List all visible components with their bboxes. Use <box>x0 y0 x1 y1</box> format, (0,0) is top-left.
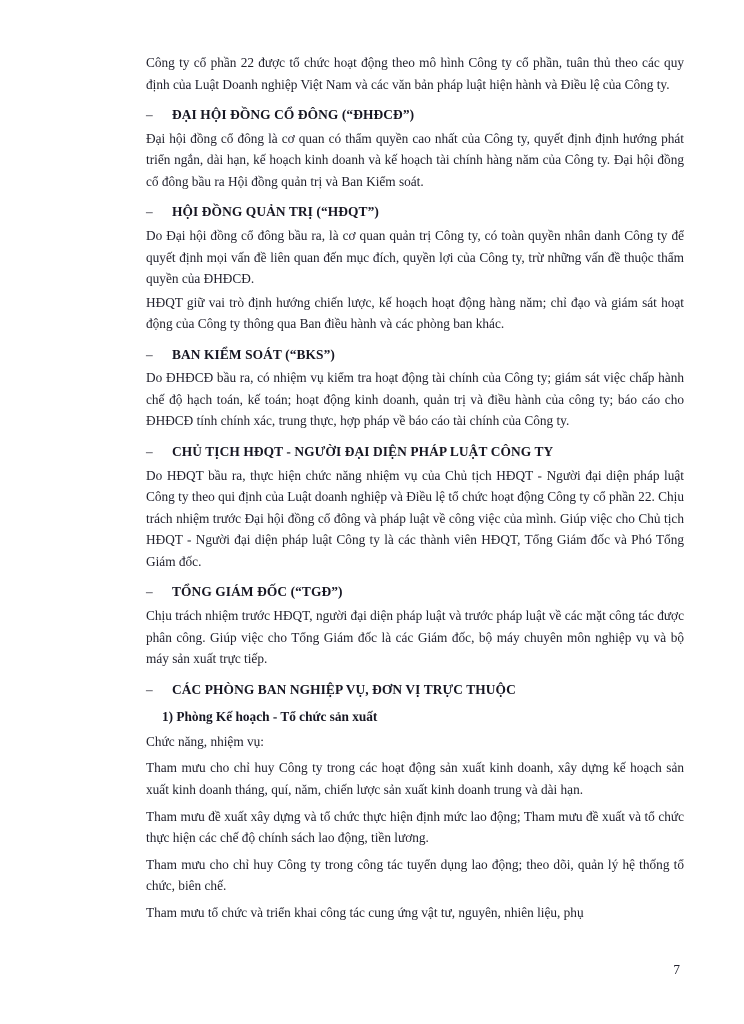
section-body <box>146 128 684 193</box>
section-heading-row <box>146 441 684 463</box>
section-heading-row <box>146 581 684 603</box>
section-ceo <box>146 581 684 669</box>
paragraph: Tham mưu tổ chức và triển khai công tác cung ứng vật tư, nguyên, nhiên liệu, phụ <box>146 904 584 920</box>
section-body <box>146 605 684 670</box>
section-heading: TỔNG GIÁM ĐỐC (“TGĐ”) <box>172 584 343 600</box>
paragraph: Đại hội đồng cổ đông là cơ quan có thẩm quyền cao nhất của Công ty, quyết định định hướng phát triển ngắn, dài hạn, kế hoạch kinh doanh và kế hoạch tài chính hàng năm của Công ty. Đại hội đồng cổ đông bầu ra Hội đồng quản trị và Ban Kiểm soát. <box>146 130 684 189</box>
section-heading-row <box>146 201 684 223</box>
document-body <box>146 52 684 923</box>
section-bullet-dash: – <box>146 681 153 697</box>
paragraph: Do HĐQT bầu ra, thực hiện chức năng nhiệm vụ của Chủ tịch HĐQT - Người đại diện pháp luật Công ty theo qui định của Luật doanh nghiệp và Điều lệ tổ chức hoạt động Công ty cổ phần 22. Chịu trách nhiệm trước Đại hội đồng cổ đông và pháp luật về công việc của mình. Giúp việc cho Chủ tịch HĐQT - Người đại diện pháp luật Công ty là các thành viên HĐQT, Tổng Giám đốc và Phó Tổng Giám đốc. <box>146 467 684 569</box>
section-bullet-dash: – <box>146 346 153 362</box>
section-body <box>146 465 684 573</box>
paragraph: Chịu trách nhiệm trước HĐQT, người đại diện pháp luật và trước pháp luật về các mặt công tác được phân công. Giúp việc cho Tổng Giám đốc là các Giám đốc, bộ máy chuyên môn nghiệp vụ và bộ máy sản xuất trực tiếp. <box>146 608 684 667</box>
section-bullet-dash: – <box>146 204 153 220</box>
section-bullet-dash: – <box>146 584 153 600</box>
paragraph: Tham mưu đề xuất xây dựng và tổ chức thực hiện định mức lao động; Tham mưu đề xuất và tổ chức thực hiện các chế độ chính sách lao động, tiền lương. <box>146 808 684 846</box>
paragraph: Tham mưu cho chỉ huy Công ty trong các hoạt động sản xuất kinh doanh, xây dựng kế hoạch sản xuất kinh doanh tháng, quí, năm, chiến lược sản xuất kinh doanh trung và dài hạn. <box>146 760 684 797</box>
section-heading-row <box>146 679 684 701</box>
paragraph: HĐQT giữ vai trò định hướng chiến lược, kế hoạch hoạt động hàng năm; chỉ đạo và giám sát hoạt động của Công ty thông qua Ban điều hành và các phòng ban khác. <box>146 294 684 332</box>
section-chairman <box>146 441 684 572</box>
paragraph: Do Đại hội đồng cổ đông bầu ra, là cơ quan quản trị Công ty, có toàn quyền nhân danh Công ty để quyết định mọi vấn đề liên quan đến mục đích, quyền lợi của Công ty, trừ những vấn đề thuộc thẩm quyền của ĐHĐCĐ. <box>146 228 684 287</box>
section-dhdcd <box>146 104 684 192</box>
intro-paragraph: Công ty cổ phần 22 được tổ chức hoạt động theo mô hình Công ty cổ phần, tuân thủ theo các quy định của Luật Doanh nghiệp Việt Nam và các văn bản pháp luật hiện hành và Điều lệ của Công ty. <box>146 55 684 92</box>
paragraph: Chức năng, nhiệm vụ: <box>146 733 264 749</box>
section-heading-row <box>146 104 684 126</box>
section-heading: CHỦ TỊCH HĐQT - NGƯỜI ĐẠI DIỆN PHÁP LUẬT CÔNG TY <box>172 444 554 460</box>
section-bullet-dash: – <box>146 107 153 123</box>
section-heading: CÁC PHÒNG BAN NGHIỆP VỤ, ĐƠN VỊ TRỰC THUỘC <box>172 681 516 697</box>
paragraph: Tham mưu cho chỉ huy Công ty trong công tác tuyển dụng lao động; theo dõi, quản lý hệ thống tổ chức, biên chế. <box>146 856 684 894</box>
subsection-heading: 1) Phòng Kế hoạch - Tổ chức sản xuất <box>162 709 378 725</box>
section-bks <box>146 344 684 432</box>
section-body <box>146 367 684 432</box>
section-hdqt <box>146 201 684 334</box>
page-number: 7 <box>673 962 680 977</box>
section-bullet-dash: – <box>146 444 153 460</box>
section-heading: HỘI ĐỒNG QUẢN TRỊ (“HĐQT”) <box>172 204 379 220</box>
section-departments <box>146 679 684 923</box>
section-heading: ĐẠI HỘI ĐỒNG CỔ ĐÔNG (“ĐHĐCĐ”) <box>172 107 415 123</box>
section-body <box>146 706 684 923</box>
section-body <box>146 225 684 335</box>
paragraph: Do ĐHĐCĐ bầu ra, có nhiệm vụ kiểm tra hoạt động tài chính của Công ty; giám sát việc chấp hành chế độ hạch toán, kế toán; hoạt động kinh doanh, quản trị và điều hành của công ty; báo cáo cho ĐHĐCĐ tính chính xác, trung thực, hợp pháp về báo cáo tài chính của Công ty. <box>146 370 684 429</box>
subsection-body <box>146 731 684 923</box>
section-heading: BAN KIỂM SOÁT (“BKS”) <box>172 346 335 362</box>
section-heading-row <box>146 344 684 366</box>
